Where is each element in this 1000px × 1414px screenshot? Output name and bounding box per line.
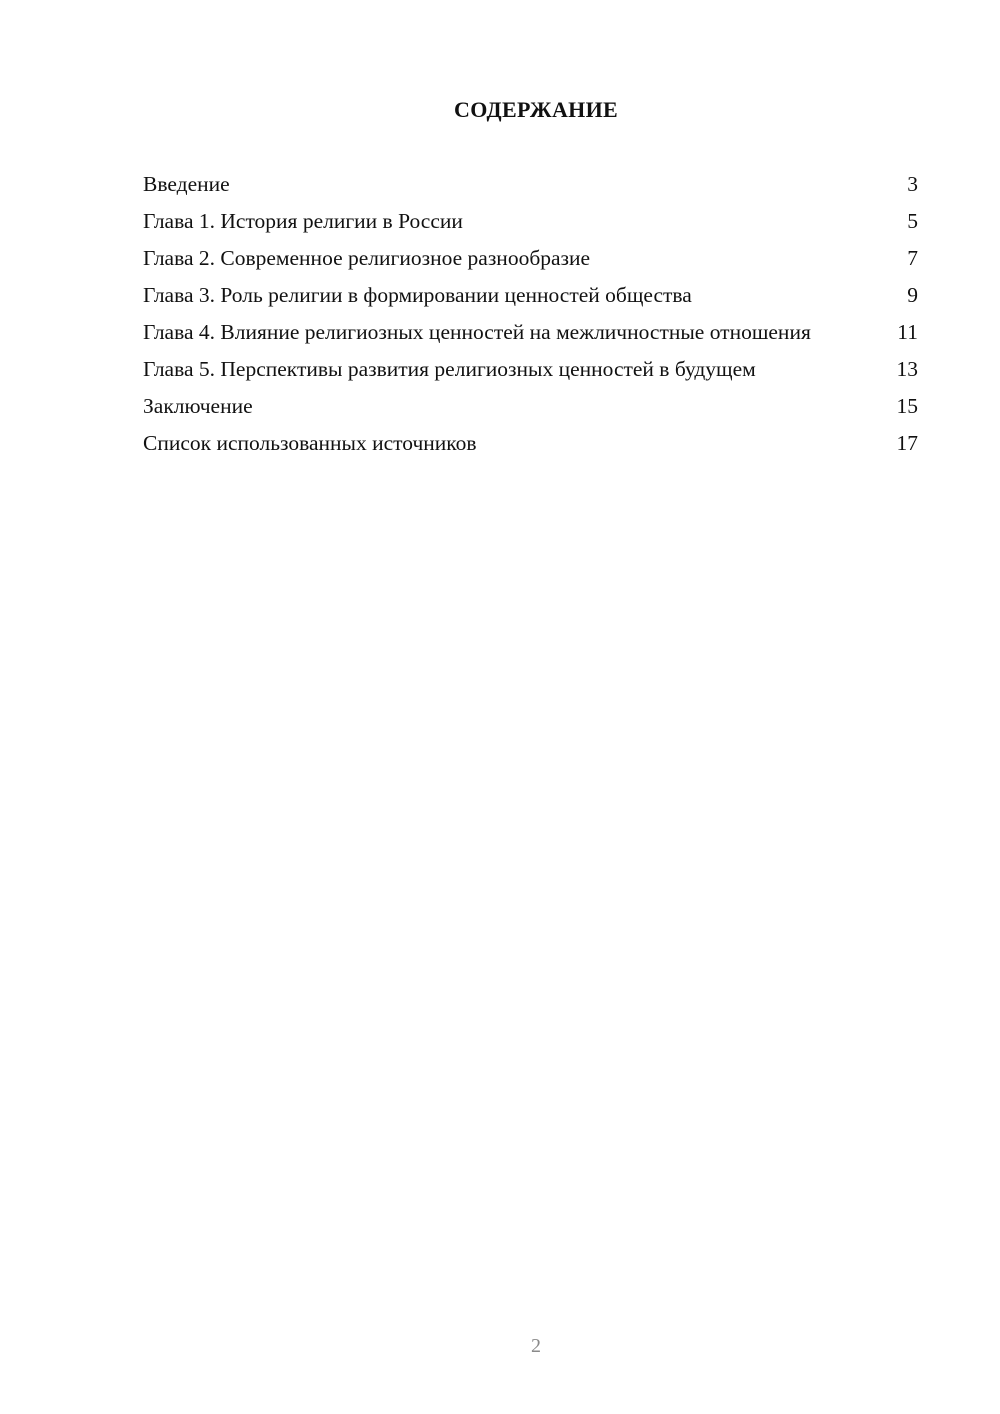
toc-entry-page: 3 xyxy=(907,172,918,196)
table-of-contents xyxy=(143,171,918,467)
toc-entry-page: 13 xyxy=(896,357,918,381)
toc-entry-introduction xyxy=(143,171,918,197)
toc-entry-references xyxy=(143,430,918,456)
toc-entry-label: Список использованных источников xyxy=(143,431,477,455)
toc-entry-chapter-2 xyxy=(143,245,918,271)
toc-entry-chapter-1 xyxy=(143,208,918,234)
toc-entry-page: 11 xyxy=(897,320,918,344)
toc-entry-conclusion xyxy=(143,393,918,419)
toc-entry-page: 9 xyxy=(907,283,918,307)
toc-entry-label: Глава 5. Перспективы развития религиозных ценностей в будущем xyxy=(143,357,756,381)
toc-entry-label: Заключение xyxy=(143,394,253,418)
toc-entry-label: Глава 4. Влияние религиозных ценностей на межличностные отношения xyxy=(143,320,811,344)
toc-entry-chapter-3 xyxy=(143,282,918,308)
toc-entry-label: Глава 2. Современное религиозное разнообразие xyxy=(143,246,591,270)
toc-entry-page: 5 xyxy=(907,209,918,233)
toc-entry-chapter-5 xyxy=(143,356,918,382)
page-title: СОДЕРЖАНИЕ xyxy=(454,97,618,122)
toc-entry-label: Глава 3. Роль религии в формировании ценностей общества xyxy=(143,283,692,307)
toc-entry-page: 15 xyxy=(896,394,918,418)
page-number: 2 xyxy=(531,1335,541,1357)
toc-entry-label: Введение xyxy=(143,172,230,196)
toc-entry-page: 17 xyxy=(896,431,918,455)
toc-entry-label: Глава 1. История религии в России xyxy=(143,209,463,233)
toc-entry-page: 7 xyxy=(907,246,918,270)
toc-entry-chapter-4 xyxy=(143,319,918,345)
